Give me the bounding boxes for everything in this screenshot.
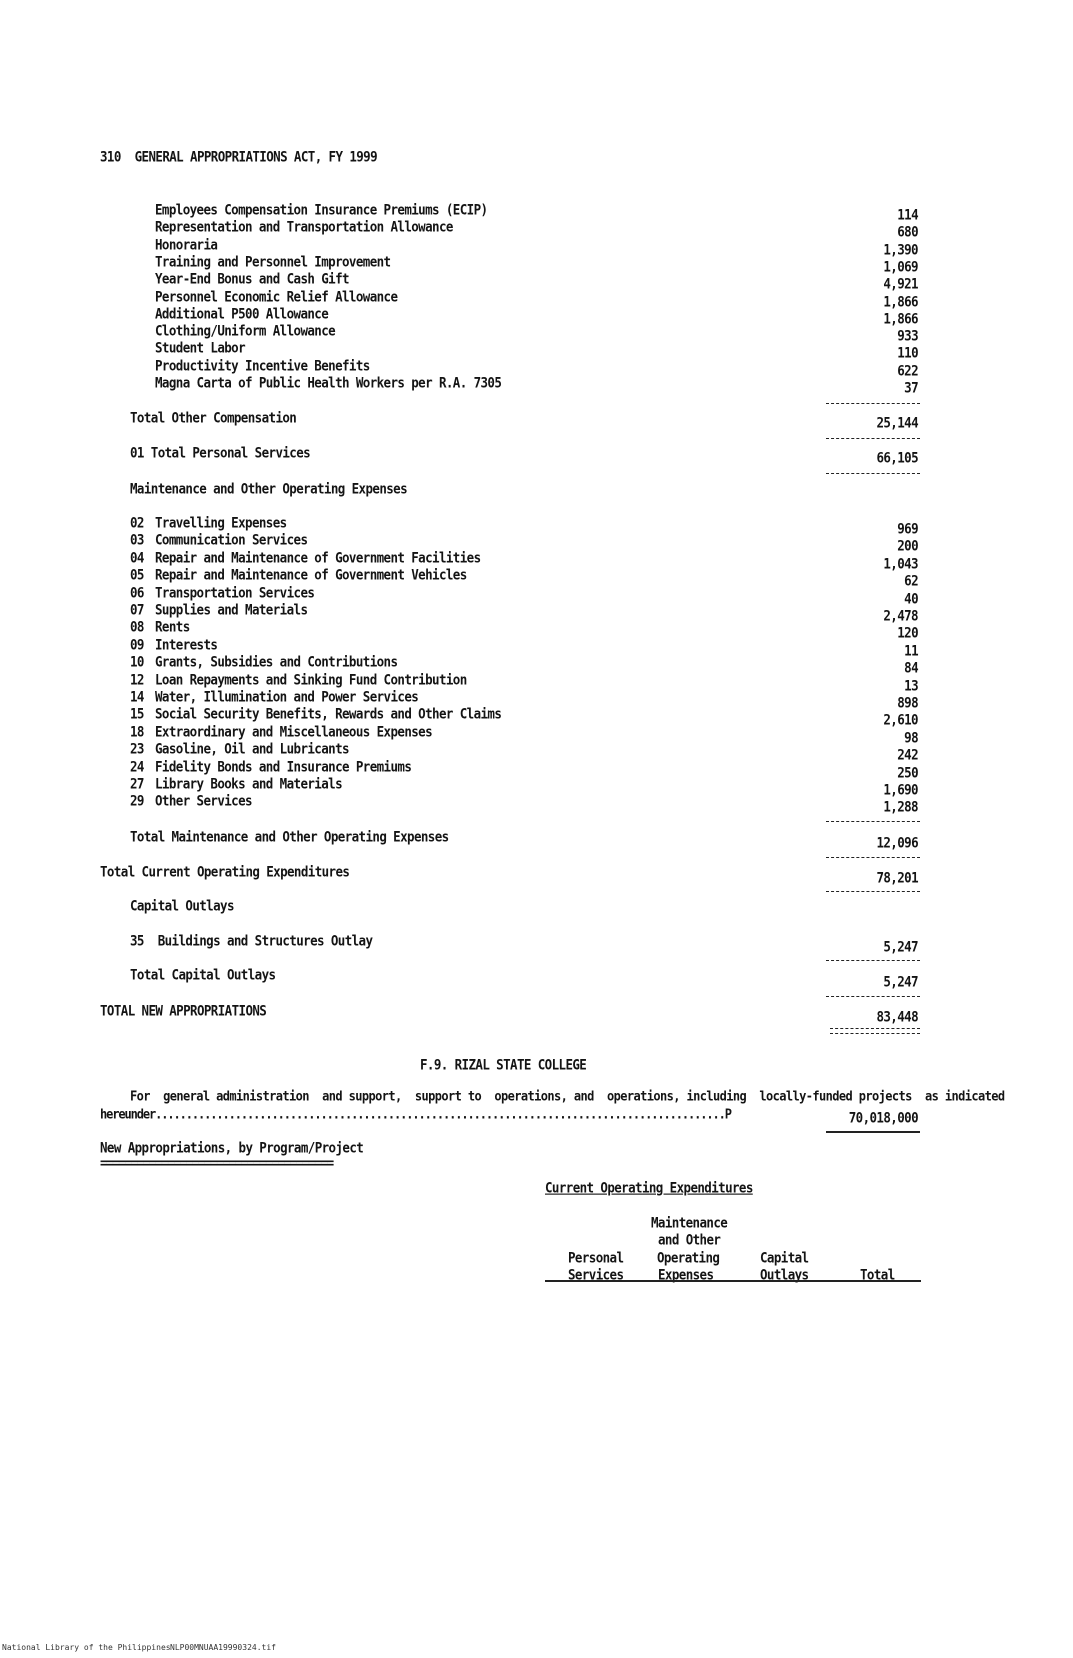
col-personal-line2: Services [568,1266,624,1283]
section-paragraph-line2: hereunder.............................................................................................P [100,1106,731,1122]
col-personal-line1: Personal [568,1249,624,1266]
subtotal-rule [826,821,920,822]
mooe-item-code: 23 [130,740,144,757]
mooe-item-code: 07 [130,601,144,618]
subtotal-rule [826,473,920,474]
new-appropriations-rule: ====================================== [100,1154,333,1171]
mooe-item-amount: 1,288 [883,798,918,816]
mooe-item-code: 18 [130,722,144,740]
other-compensation-item-label: Clothing/Uniform Allowance [155,322,336,339]
col-mooe-line3: Operating [657,1249,720,1266]
mooe-item-amount: 250 [897,763,918,781]
footer-source: National Library of the Philippines [2,1643,171,1652]
mooe-item-code: 05 [130,566,144,583]
mooe-item-label: Supplies and Materials [155,601,308,618]
other-compensation-item-amount: 1,866 [883,309,918,327]
subtotal-rule [826,857,920,858]
mooe-item-label: Rents [155,618,190,636]
col-capital-line2: Outlays [760,1266,809,1283]
mooe-item-code: 15 [130,705,144,723]
mooe-item-code: 08 [130,618,144,636]
other-compensation-item-amount: 110 [897,344,918,362]
grand-total-amount: 83,448 [876,1008,918,1025]
total-capital-amount: 5,247 [883,973,918,990]
footer-file: NLP00MNUAA19990324.tif [170,1643,276,1652]
mooe-item-label: Loan Repayments and Sinking Fund Contribution [155,670,467,688]
mooe-item-code: 12 [130,670,144,688]
mooe-item-label: Repair and Maintenance of Government Facilities [155,548,481,566]
mooe-item-amount: 200 [897,537,918,555]
total-other-compensation-label: Total Other Compensation [130,409,297,426]
mooe-item-code: 09 [130,635,144,653]
subtotal-rule [826,996,920,997]
mooe-item-amount: 1,690 [883,781,918,798]
subtotal-rule [826,403,920,404]
mooe-item-amount: 2,610 [883,711,918,729]
total-mooe-amount: 12,096 [876,834,918,851]
section-paragraph-line1: For general administration and support, support to operations, and operations, including locally-funded projects as indicated [130,1088,1005,1104]
total-personal-services-amount: 66,105 [876,449,918,466]
other-compensation-item-label: Magna Carta of Public Health Workers per R.A. 7305 [155,374,502,391]
mooe-item-label: Transportation Services [155,583,315,601]
capital-item-amount: 5,247 [883,938,918,955]
other-compensation-item-label: Representation and Transportation Allowance [155,218,453,236]
mooe-item-code: 06 [130,583,144,601]
total-current-operating-label: Total Current Operating Expenditures [100,863,350,880]
mooe-item-amount: 242 [897,746,918,763]
subtotal-rule [826,438,920,439]
section-paragraph-amount: 70,018,000 [848,1109,918,1126]
other-compensation-item-amount: 4,921 [883,275,918,292]
other-compensation-item-label: Productivity Incentive Benefits [155,356,370,374]
mooe-item-amount: 13 [904,676,918,694]
mooe-item-amount: 62 [904,572,918,589]
mooe-item-label: Library Books and Materials [155,775,342,792]
col-capital-line1: Capital [760,1249,809,1266]
mooe-item-label: Gasoline, Oil and Lubricants [155,740,349,757]
other-compensation-item-amount: 37 [904,379,918,396]
other-compensation-item-label: Year-End Bonus and Cash Gift [155,270,349,287]
capital-outlays-heading: Capital Outlays [130,897,234,914]
mooe-item-label: Fidelity Bonds and Insurance Premiums [155,757,412,775]
mooe-item-amount: 120 [897,624,918,642]
other-compensation-item-label: Student Labor [155,339,246,357]
mooe-item-amount: 98 [904,728,918,746]
other-compensation-item-amount: 622 [897,361,918,379]
total-capital-label: Total Capital Outlays [130,966,276,983]
mooe-item-label: Interests [155,635,218,653]
mooe-item-amount: 11 [904,641,918,659]
other-compensation-item-amount: 933 [897,327,918,344]
other-compensation-item-amount: 1,866 [883,292,918,310]
capital-item-label: 35 Buildings and Structures Outlay [130,932,373,949]
other-compensation-item-amount: 1,069 [883,257,918,275]
subtotal-rule [826,891,920,892]
col-total: Total [860,1266,895,1283]
other-compensation-item-label: Training and Personnel Improvement [155,252,391,270]
total-personal-services-label: 01 Total Personal Services [130,444,311,461]
other-compensation-item-label: Additional P500 Allowance [155,304,329,322]
other-compensation-item-amount: 114 [897,206,918,223]
other-compensation-item-label: Personnel Economic Relief Allowance [155,287,398,305]
table-header-group: Current Operating Expenditures [545,1179,753,1196]
mooe-item-code: 03 [130,531,144,549]
mooe-item-code: 29 [130,792,144,810]
other-compensation-item-label: Employees Compensation Insurance Premiums (ECIP) [155,201,488,218]
table-header-underline [545,1280,921,1282]
amount-underline [826,1131,920,1133]
mooe-item-amount: 1,043 [883,554,918,572]
mooe-item-amount: 2,478 [883,607,918,624]
col-mooe-line4: Expenses [658,1266,714,1283]
subtotal-rule [826,960,920,961]
mooe-item-code: 27 [130,775,144,792]
new-appropriations-heading: New Appropriations, by Program/Project [100,1139,364,1156]
mooe-item-label: Extraordinary and Miscellaneous Expenses [155,722,433,740]
mooe-item-label: Other Services [155,792,252,810]
other-compensation-item-amount: 680 [897,223,918,241]
mooe-item-code: 10 [130,653,144,670]
mooe-item-label: Repair and Maintenance of Government Vehicles [155,566,467,583]
other-compensation-item-amount: 1,390 [883,240,918,258]
mooe-item-code: 14 [130,688,144,705]
page-title: 310 GENERAL APPROPRIATIONS ACT, FY 1999 [100,148,378,165]
total-mooe-label: Total Maintenance and Other Operating Expenses [130,828,449,845]
mooe-item-label: Communication Services [155,531,308,549]
mooe-item-label: Water, Illumination and Power Services [155,688,419,705]
section-title: F.9. RIZAL STATE COLLEGE [420,1056,587,1073]
mooe-item-amount: 84 [904,659,918,676]
mooe-item-amount: 969 [897,520,918,537]
grand-total-label: TOTAL NEW APPROPRIATIONS [100,1002,267,1019]
mooe-item-label: Social Security Benefits, Rewards and Other Claims [155,705,502,723]
col-mooe-line2: and Other [658,1231,721,1248]
mooe-item-amount: 40 [904,589,918,607]
grand-total-double-rule [830,1028,920,1034]
mooe-item-code: 24 [130,757,144,775]
other-compensation-item-label: Honoraria [155,235,218,253]
mooe-item-label: Grants, Subsidies and Contributions [155,653,398,670]
col-mooe-line1: Maintenance [651,1214,728,1231]
total-current-operating-amount: 78,201 [876,869,918,886]
mooe-item-code: 04 [130,548,144,566]
mooe-item-amount: 898 [897,694,918,711]
mooe-item-code: 02 [130,514,144,531]
total-other-compensation-amount: 25,144 [876,414,918,431]
mooe-item-label: Travelling Expenses [155,514,287,531]
mooe-heading: Maintenance and Other Operating Expenses [130,480,408,497]
